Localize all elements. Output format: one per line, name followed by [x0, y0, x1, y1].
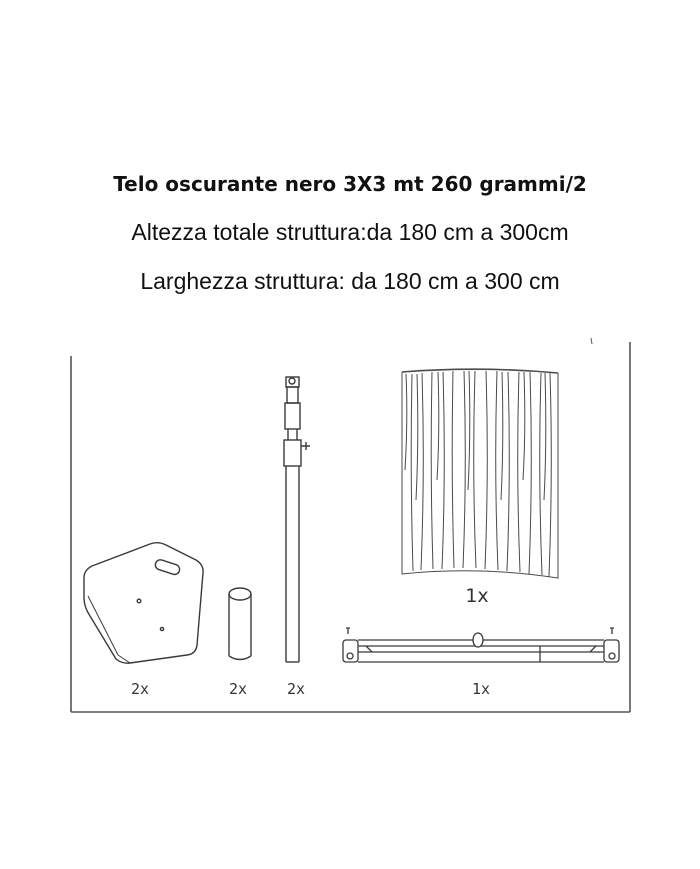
curtain-icon [402, 369, 558, 578]
product-title: Telo oscurante nero 3X3 mt 260 grammi/2 [113, 172, 587, 196]
tube-quantity: 2x [228, 680, 248, 698]
weight-base-icon [84, 543, 203, 663]
pole-quantity: 2x [286, 680, 306, 698]
telescopic-pole-icon [284, 377, 310, 662]
width-spec: Larghezza struttura: da 180 cm a 300 cm [140, 268, 560, 294]
diagram-frame [71, 338, 630, 712]
crossbar-icon [343, 628, 619, 662]
tube-icon [229, 588, 251, 660]
height-spec: Altezza totale struttura:da 180 cm a 300cm [131, 219, 569, 245]
crossbar-quantity: 1x [471, 680, 491, 698]
curtain-quantity: 1x [465, 585, 489, 607]
base-quantity: 2x [130, 680, 150, 698]
